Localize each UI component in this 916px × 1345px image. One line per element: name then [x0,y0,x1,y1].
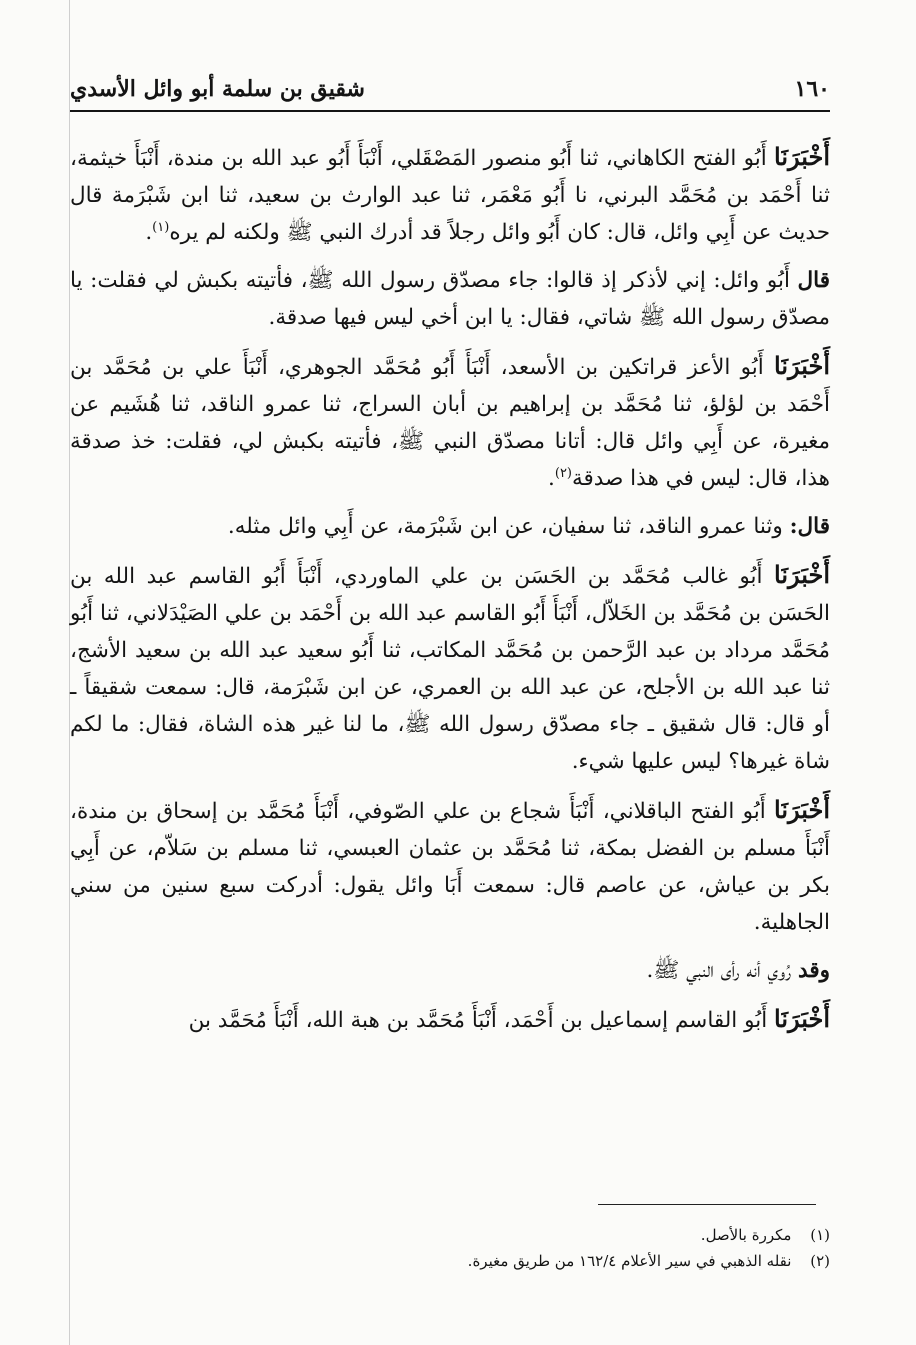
header-rule [70,110,830,112]
paragraph-text: أَبُو القاسم إسماعيل بن أَحْمَد، أَنْبَأَ مُحَمَّد بن هبة الله، أَنْبَأَ مُحَمَّد بن [188,1008,768,1033]
paragraph-lead: أَخْبَرَنَا [774,1004,830,1033]
footnote-number: (٢) [810,1252,830,1270]
paragraph-lead: قال: [789,514,830,539]
paragraph [70,952,830,989]
paragraph [70,347,830,497]
paragraph [70,1000,830,1039]
footnotes [70,1222,830,1274]
paragraph-tail: . [145,220,153,245]
paragraph-lead: أَخْبَرَنَا [774,795,830,824]
footnote-text: نقله الذهبي في سير الأعلام ١٦٢/٤ من طريق مغيرة. [467,1252,792,1270]
footnote-reference[interactable]: (١) [152,219,170,235]
footnote-text: مكررة بالأصل. [700,1226,792,1244]
paragraph-text: أَبُو الفتح الكاهاني، ثنا أَبُو منصور المَصْقَلي، أَنْبَأَ أَبُو عبد الله بن مندة، أَنْبَأَ خيثمة، ثنا أَحْمَد بن مُحَمَّد البرني، نا أَبُو مَعْمَر، ثنا عبد الوارث بن سعيد، ثنا ابن شَبْرَمة قال حديث عن أَبِي وائل، قال: كان أَبُو وائل رجلاً قد أدرك النبي ﷺ ولكنه لم يره [70,146,830,245]
paragraph-lead: أَخْبَرَنَا [774,142,830,171]
paragraph-lead: أَخْبَرَنَا [774,560,830,589]
footnote-reference[interactable]: (٢) [554,465,572,481]
paragraph-text: أَبُو غالب مُحَمَّد بن الحَسَن بن علي الماوردي، أَنْبَأَ أَبُو القاسم عبد الله بن الحَسَن بن مُحَمَّد بن الخَلاّل، أَنْبَأَ أَبُو القاسم عبد الله بن أَحْمَد بن علي الصَيْدَلاني، ثنا أَبُو مُحَمَّد مرداد بن عبد الرَّحمن بن مُحَمَّد المكاتب، ثنا أَبُو سعيد عبد الله بن سعيد الأشج، ثنا عبد الله بن الأجلح، عن عبد الله بن العمري، عن ابن شَبْرَمة، قال: سمعت شقيقاً ـ أو قال: قال شقيق ـ جاء مصدّق رسول الله ﷺ، ما لنا غير هذه الشاة، فقال: ما لكم شاة غيرها؟ ليس عليها شيء. [70,564,830,774]
footnote-number: (١) [810,1226,830,1244]
paragraph [70,262,830,336]
main-text [70,138,830,1050]
footnote [70,1222,830,1248]
paragraph-text: وثنا عمرو الناقد، ثنا سفيان، عن ابن شَبْرَمة، عن أَبِي وائل مثله. [227,514,783,539]
paragraph-lead: وقد [798,958,830,983]
paragraph [70,138,830,251]
paragraph-lead: أَخْبَرَنَا [774,351,830,380]
paragraph-tail: . [548,466,555,491]
page-header [70,70,830,108]
footnote-rule [598,1204,816,1205]
paragraph-lead: قال [797,268,830,293]
paragraph [70,508,830,545]
paragraph [70,791,830,941]
paragraph-text: أَبُو وائل: إني لأذكر إذ قالوا: جاء مصدّق رسول الله ﷺ، فأتيته بكبش لي فقلت: يا مصدّق رسول الله ﷺ شاتي، فقال: يا ابن أخي ليس فيها صدقة. [70,268,830,330]
paragraph-text: أَبُو الفتح الباقلاني، أَنْبَأَ شجاع بن علي الصّوفي، أَنْبَأَ مُحَمَّد بن إسحاق بن مندة، أَنْبَأَ مسلم بن الفضل بمكة، ثنا مُحَمَّد بن عثمان العبسي، ثنا مسلم بن سَلاّم، عن أَبِي بكر بن عياش، عن عاصم قال: سمعت أَبَا وائل يقول: أدركت سبع سنين من سني الجاهلية. [70,799,830,935]
paragraph [70,556,830,780]
page-number: ١٦٠ [794,76,830,102]
running-title: شقيق بن سلمة أبو وائل الأسدي [70,76,365,102]
footnote [70,1248,830,1274]
paragraph-text: أَبُو الأعز قراتكين بن الأسعد، أَنْبَأَ أَبُو مُحَمَّد الجوهري، أَنْبَأَ علي بن مُحَمَّد بن أَحْمَد بن لؤلؤ، ثنا مُحَمَّد بن إبراهيم بن أبان السراج، ثنا عمرو الناقد، ثنا هُشَيم عن مغيرة، عن أَبِي وائل قال: أتانا مصدّق النبي ﷺ، فأتيته بكبش لي، فقلت: خذ صدقة هذا، قال: ليس في هذا صدقة [70,355,830,491]
paragraph-text: رُوي أنه رأى النبي ﷺ. [646,958,792,983]
